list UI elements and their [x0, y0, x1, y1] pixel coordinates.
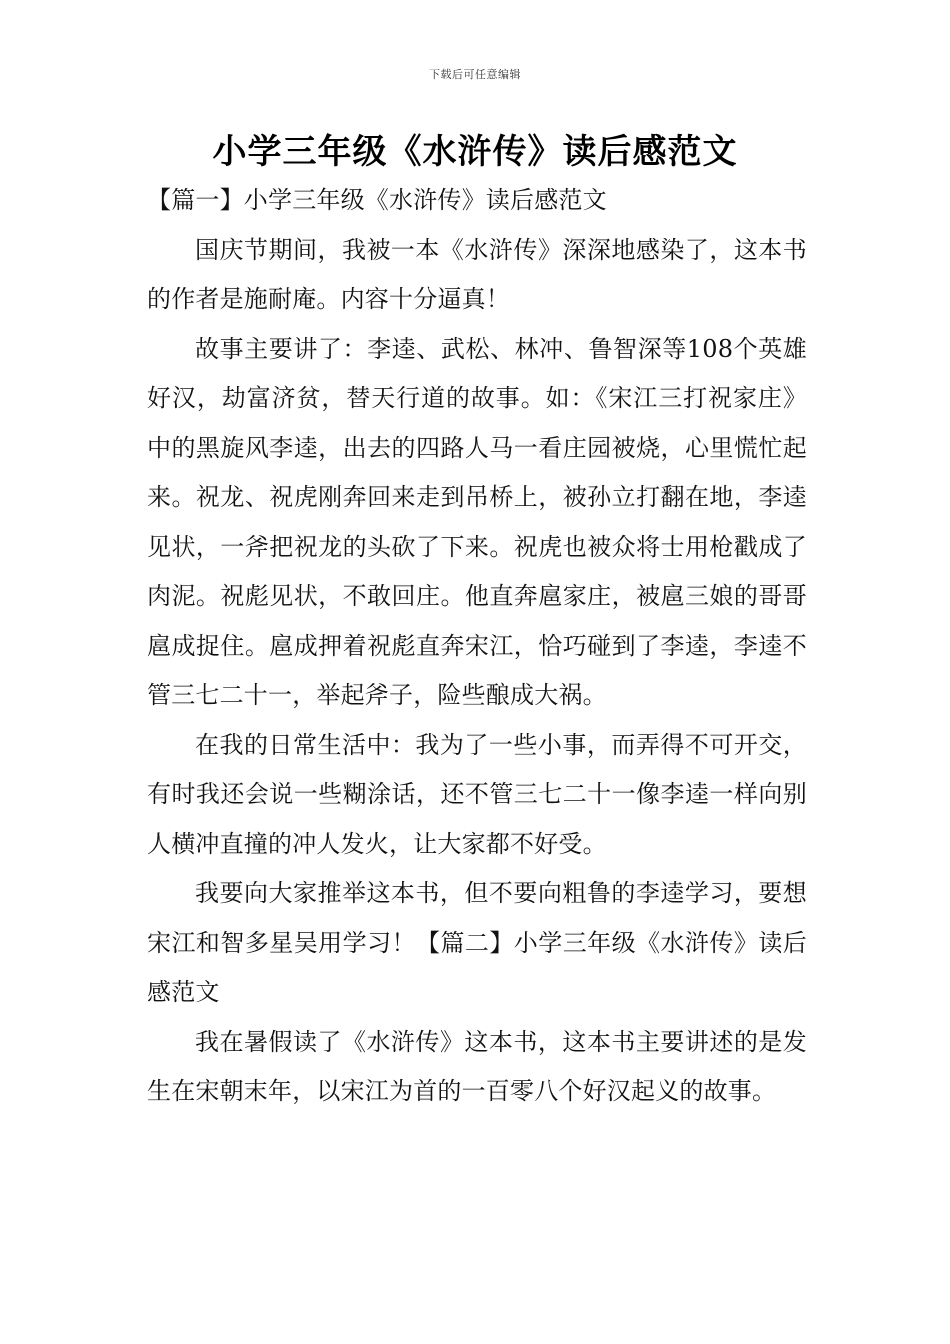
document-title: 小学三年级《水浒传》读后感范文: [212, 132, 738, 172]
document-body: [147, 176, 807, 1117]
section-heading: 【篇一】小学三年级《水浒传》读后感范文: [147, 186, 607, 214]
header-note: 下载后可任意编辑: [429, 68, 521, 81]
paragraph-4: 我要向大家推举这本书，但不要向粗鲁的李逵学习，要想宋江和智多星吴用学习！【篇二】小学三年级《水浒传》读后感范文: [147, 879, 807, 1006]
paragraph-3: 在我的日常生活中：我为了一些小事，而弄得不可开交，有时我还会说一些糊涂话，还不管三七二十一像李逵一样向别人横冲直撞的冲人发火，让大家都不好受。: [147, 730, 807, 858]
paragraph-2: 故事主要讲了：李逵、武松、林冲、鲁智深等108个英雄好汉，劫富济贫，替天行道的故事。如：《宋江三打祝家庄》中的黑旋风李逵，出去的四路人马一看庄园被烧，心里慌忙起来。祝龙、祝虎刚奔回来走到吊桥上，被孙立打翻在地，李逵见状，一斧把祝龙的头砍了下来。祝虎也被众将士用枪戳成了肉泥。祝彪见状，不敢回庄。他直奔扈家庄，被扈三娘的哥哥扈成捉住。扈成押着祝彪直奔宋江，恰巧碰到了李逵，李逵不管三七二十一，举起斧子，险些酿成大祸。: [147, 334, 807, 709]
paragraph-1: 国庆节期间，我被一本《水浒传》深深地感染了，这本书的作者是施耐庵。内容十分逼真！: [147, 235, 807, 313]
paragraph-5: 我在暑假读了《水浒传》这本书，这本书主要讲述的是发生在宋朝末年，以宋江为首的一百零八个好汉起义的故事。: [147, 1027, 807, 1105]
